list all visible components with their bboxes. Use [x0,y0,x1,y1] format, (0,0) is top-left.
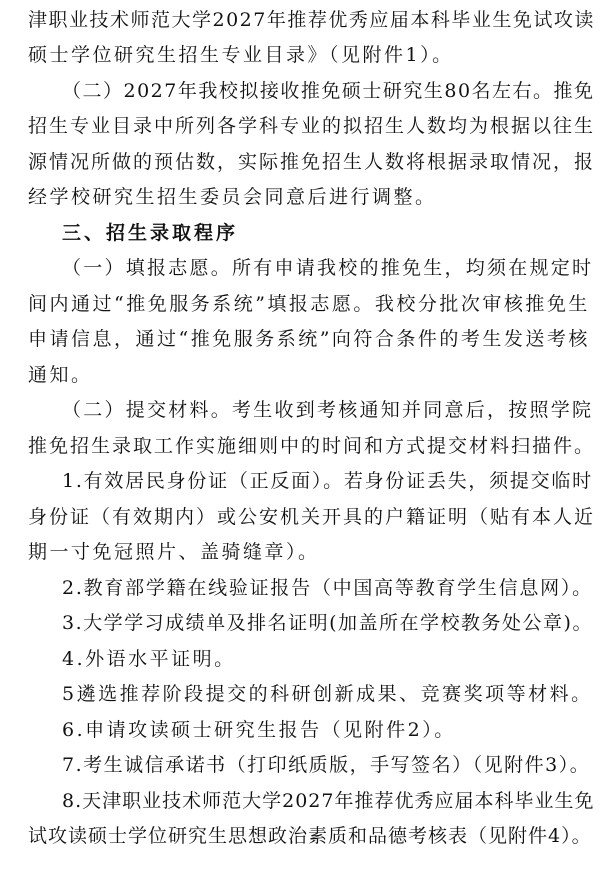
list-item: 4.外语水平证明。 [62,648,236,670]
list-item: 2.教育部学籍在线验证报告（中国高等教育学生信息网）。 [62,577,593,599]
paragraph-line: 推免招生录取工作实施细则中的时间和方式提交材料扫描件。 [28,435,596,457]
paragraph-line: （二）2027年我校拟接收推免硕士研究生80名左右。推免 [62,80,595,102]
paragraph-line: 招生专业目录中所列各学科专业的拟招生人数均为根据以往生 [28,115,596,137]
paragraph-line: 身份证（有效期内）或公安机关开具的户籍证明（贴有本人近 [28,506,596,528]
paragraph-line: 津职业技术师范大学2027年推荐优秀应届本科毕业生免试攻读 [28,9,595,31]
paragraph-line: 试攻读硕士学位研究生思想政治素质和品德考核表（见附件4）。 [28,825,592,847]
paragraph-line: （二）提交材料。考生收到考核通知并同意后，按照学院 [62,399,594,421]
paragraph-line: 源情况所做的预估数，实际推免招生人数将根据录取情况，报 [28,151,596,173]
list-item: 6.申请攻读硕士研究生报告（见附件2）。 [62,719,456,741]
paragraph-line: 期一寸免冠照片、盖骑缝章）。 [28,541,320,563]
list-item: 7.考生诚信承诺书（打印纸质版，手写签名）（见附件3）。 [62,754,591,776]
list-item: 1.有效居民身份证（正反面）。若身份证丢失，须提交临时 [62,470,593,492]
paragraph-line: 间内通过“推免服务系统”填报志愿。我校分批次审核推免生 [28,293,590,315]
list-item: 8.天津职业技术师范大学2027年推荐优秀应届本科毕业生免 [62,790,595,812]
paragraph-line: 通知。 [28,364,93,386]
paragraph-line: （一）填报志愿。所有申请我校的推免生，均须在规定时 [62,257,594,279]
list-item: 3.大学学习成绩单及排名证明(加盖所在学校教务处公章)。 [62,612,593,634]
list-item: 5遴选推荐阶段提交的科研创新成果、竞赛奖项等材料。 [62,683,593,705]
paragraph-line: 申请信息，通过“推免服务系统”向符合条件的考生发送考核 [28,328,590,350]
section-heading: 三、招生录取程序 [62,222,239,244]
paragraph-line: 经学校研究生招生委员会同意后进行调整。 [28,186,437,208]
paragraph-line: 硕士学位研究生招生专业目录》（见附件1）。 [28,44,454,66]
